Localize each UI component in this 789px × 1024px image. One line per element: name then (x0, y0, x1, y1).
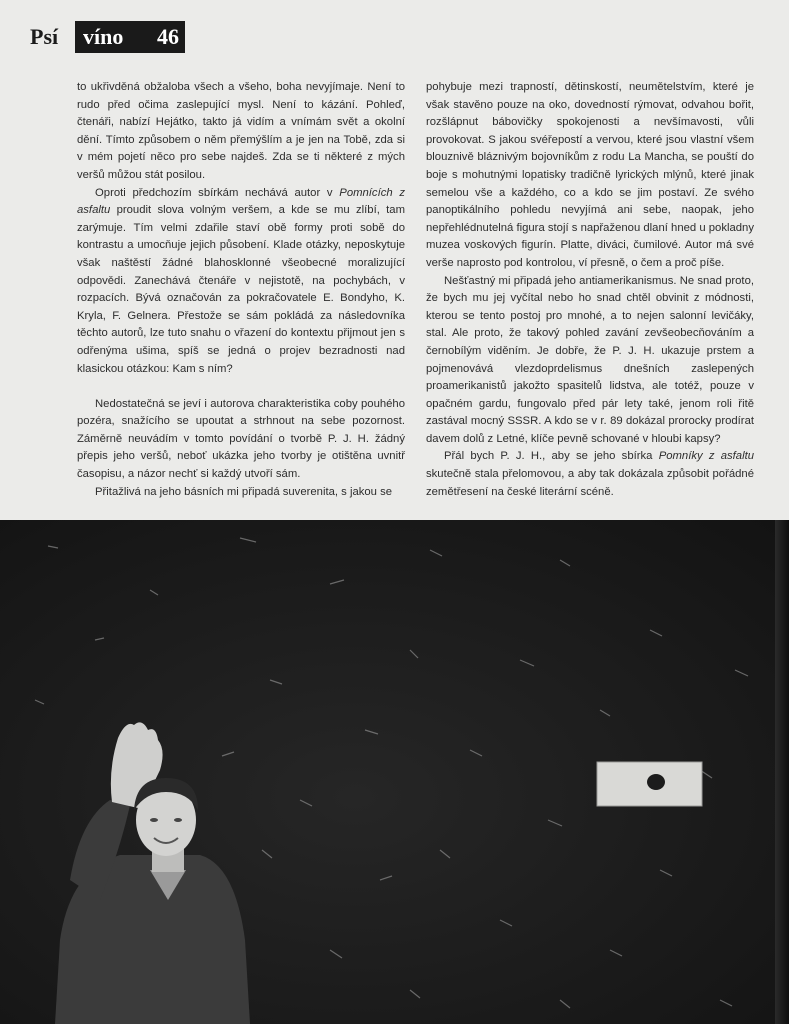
photo-page-edge (775, 520, 789, 1024)
left-text-column (77, 79, 405, 501)
paragraph: to ukřivděná obžaloba všech a všeho, boha nevyjímaje. Není to rudo před očima zaslepující mysl. Není to kázání. Pohleď, čtenáři, nabízí Hejátko, takto já vidím a vnímám svět a okolní dění. Tímto způsobem o něm přemýšlím a je jen na Tobě, zda si v mém pojetí něco pro sebe najdeš. Zda se ti některé z mých veršů můžou stát posilou. (77, 81, 405, 181)
paragraph (77, 185, 405, 379)
paragraph: Nešťastný mi připadá jeho antiamerikanismus. Ne snad proto, že bych mu jej vyčítal nebo ho snad chtěl obvinit z módnosti, kterou se tento postoj pro mnohé, a to nejen salonní levičáky, stal. Ale proto, že takový pohled zavání zevšeobecňováním a černobílým viděním. Je dobře, že P. J. H. ukazuje prstem a pojmenovává vlezdoprdelismus dnešních zaslepených proamerikanistů jakožto spasitelů lidstva, ale totéž, pouze v opačném gardu, fungovalo před pár lety také, jenom roli řitě zastával mocný SSSR. A kdo se v r. 89 dokázal prorocky prodírat davem dolů z Letné, klíče pevně schované v hloubi kapsy? (426, 274, 754, 445)
paragraph-text: skutečně stala přelomovou, a aby tak dokázala způsobit pořádné zemětřesení na české literární scéně. (426, 468, 754, 498)
paragraph: Přitažlivá na jeho básních mi připadá suverenita, s jakou se (95, 485, 393, 498)
magazine-word: víno (83, 24, 124, 49)
paragraph-text: Přál bych P. J. H., aby se jeho sbírka (444, 450, 659, 463)
wall-box-hole (647, 774, 665, 790)
paragraph-text: proudit slova volným veršem, a kde se mu zlíbí, tam zarýmuje. Tím velmi zdařile staví obě formy proti sobě do kontrastu a umocňuje jejich působení. Klade otázky, neposkytuje však naštěstí žádné blahosklonné všeobecné moralizující odpovědi. Zanechává čtenáře v nejistotě, na pochybách, v rozpacích. Bývá označován za pokračovatele E. Bondyho, K. Kryla, F. Gelnera. Přestože se sám pokládá za následovníka těchto autorů, lze tuto snahu o vřazení do kontextu přijmout jen s odřenýma ušima, spíš se jedná o projev bezradnosti nad klasickou otázkou: Kam s ním? (77, 204, 405, 375)
paragraph-text: Oproti předchozím sbírkám nechává autor v (95, 186, 340, 199)
magazine-title-box (75, 21, 185, 53)
right-text-column (426, 79, 754, 501)
paragraph (426, 448, 754, 501)
section-word: Psí (30, 24, 59, 49)
book-title: Pomnících z asfaltu (77, 186, 405, 217)
photo-waving-man (0, 520, 789, 1024)
page-number: 46 (157, 24, 179, 49)
photo-illustration (0, 520, 789, 1024)
paragraph: Nedostatečná se jeví i autorova charakteristika coby pouhého pozéra, snažícího se upoutat a strhnout na sebe pozornost. Záměrně neuvádím v tomto povídání o tvorbě P. J. H. žádný přepis jeho veršů, neboť ukázka jeho tvorby je otištěna uvnitř časopisu, a názor nechť si každý utvoří sám. (77, 397, 405, 481)
paragraph: pohybuje mezi trapností, dětinskostí, neumětelstvím, které je však stavěno pouze na oko, dovedností rýmovat, odvahou bořit, rozšlápnut bábovičky spokojenosti a nevšímavosti, vůli provokovat. S jakou svéřepostí a vervou, které jsou vlastní všem blouznivě bláznivým bojovníkům z rodu La Mancha, se pouští do boje s mohutnými lopatisky tradičně lyrických mlýnů, které jinak semelou vše a každého, co a kdo se jim postaví. Ze svého panoptikálního pohledu nevyjímá ani sebe, naopak, jeho nepřehlédnutelná figura stojí s napřaženou dlaní hned u pokladny muzea voskových figurín. Platte, diváci, čumilové. Autor má své verše naprosto pod kontrolou, ví přesně, o čem a proč píše. (426, 81, 754, 269)
book-title: Pomníky z asfaltu (658, 450, 755, 463)
